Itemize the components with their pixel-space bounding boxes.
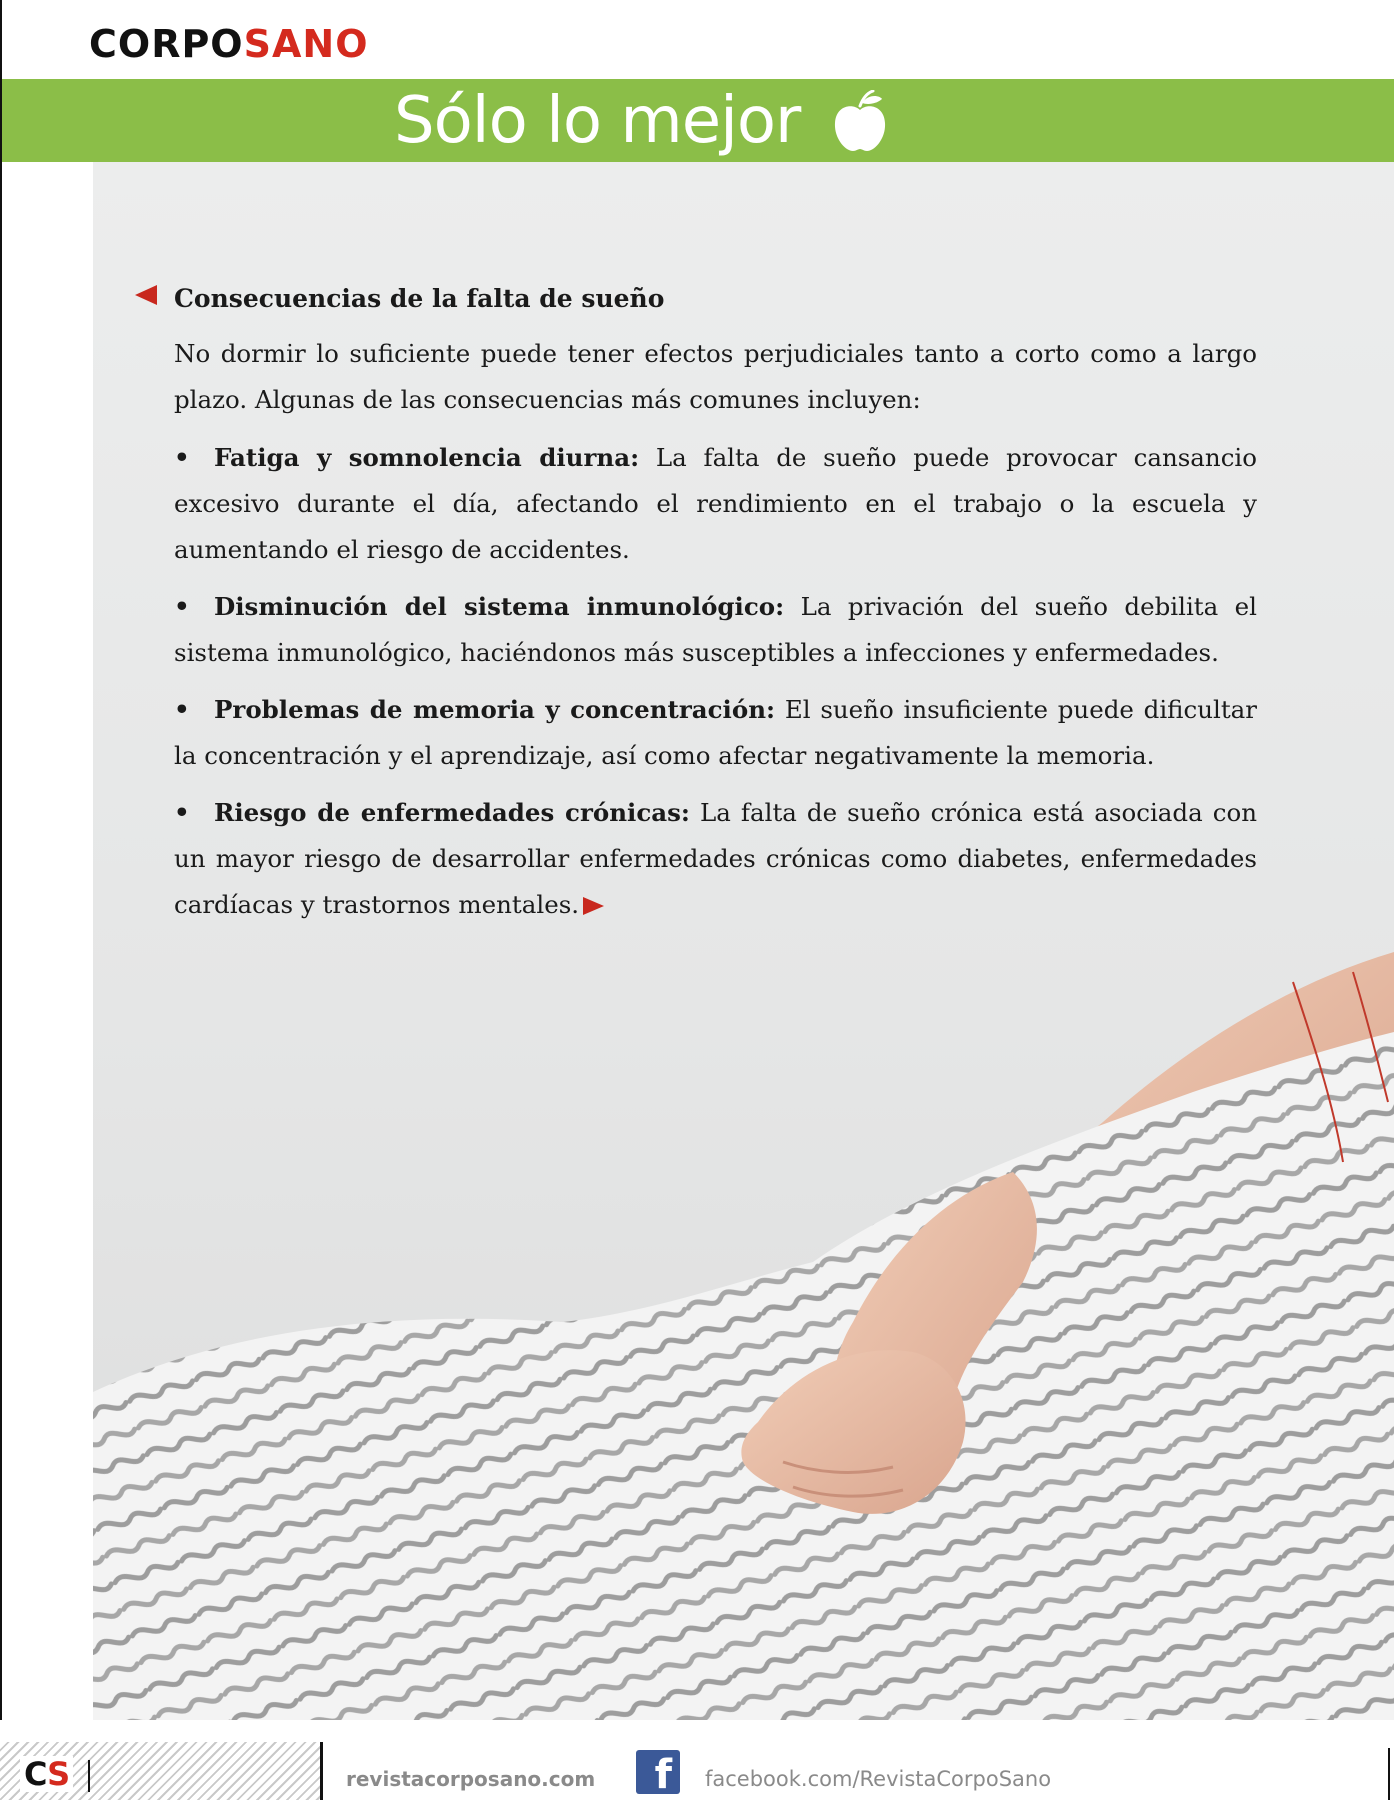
logo-sano: SANO xyxy=(243,22,369,66)
cs-logo xyxy=(20,1756,73,1792)
bullet: • xyxy=(174,592,190,621)
apple-icon xyxy=(832,90,888,152)
consequences-list xyxy=(174,435,1257,928)
section-title: Sólo lo mejor xyxy=(394,84,801,158)
footer xyxy=(0,1720,1394,1800)
footer-right-rule xyxy=(1388,1748,1390,1800)
item-term: Riesgo de enfermedades crónicas: xyxy=(214,798,690,827)
cs-logo-c: C xyxy=(24,1755,48,1793)
bullet: • xyxy=(174,443,190,472)
footer-divider xyxy=(320,1742,323,1800)
article-body xyxy=(174,275,1257,939)
heading-marker-arrow xyxy=(135,285,157,305)
item-text: El sueño insuficiente puede dificultar la concentración y el aprendizaje, así como afectar negativamente la memoria. xyxy=(174,695,1258,770)
list-item xyxy=(174,584,1257,676)
item-term: Problemas de memoria y concentración: xyxy=(214,695,776,724)
list-item xyxy=(174,790,1257,928)
facebook-icon[interactable]: f xyxy=(636,1750,680,1794)
item-term: Fatiga y somnolencia diurna: xyxy=(214,443,640,472)
end-marker-arrow xyxy=(583,897,604,915)
bullet: • xyxy=(174,695,190,724)
cs-logo-s: S xyxy=(47,1755,70,1793)
bullet: • xyxy=(174,798,190,827)
article-heading: Consecuencias de la falta de sueño xyxy=(174,284,665,313)
facebook-link[interactable]: facebook.com/RevistaCorpoSano xyxy=(705,1767,1052,1791)
cs-logo-separator xyxy=(88,1760,90,1792)
item-text: La privación del sueño debilita el sistema inmunológico, haciéndonos más susceptibles a infecciones y enfermedades. xyxy=(174,592,1258,667)
corposano-logo xyxy=(89,22,369,66)
page-edge-rule xyxy=(0,0,2,1800)
website-link[interactable]: revistacorposano.com xyxy=(346,1767,596,1791)
list-item xyxy=(174,435,1257,573)
article-intro: No dormir lo suficiente puede tener efectos perjudiciales tanto a corto como a largo plazo. Algunas de las consecuencias más comunes incluyen: xyxy=(174,339,1257,414)
item-term: Disminución del sistema inmunológico: xyxy=(214,592,785,621)
item-text: La falta de sueño puede provocar cansancio excesivo durante el día, afectando el rendimiento en el trabajo o la escuela y aumentando el riesgo de accidentes. xyxy=(174,443,1258,564)
list-item xyxy=(174,687,1257,779)
logo-corpo: CORPO xyxy=(89,22,244,66)
item-text: La falta de sueño crónica está asociada con un mayor riesgo de desarrollar enfermedades crónicas como diabetes, enfermedades cardíacas y trastornos mentales. xyxy=(174,798,1257,919)
